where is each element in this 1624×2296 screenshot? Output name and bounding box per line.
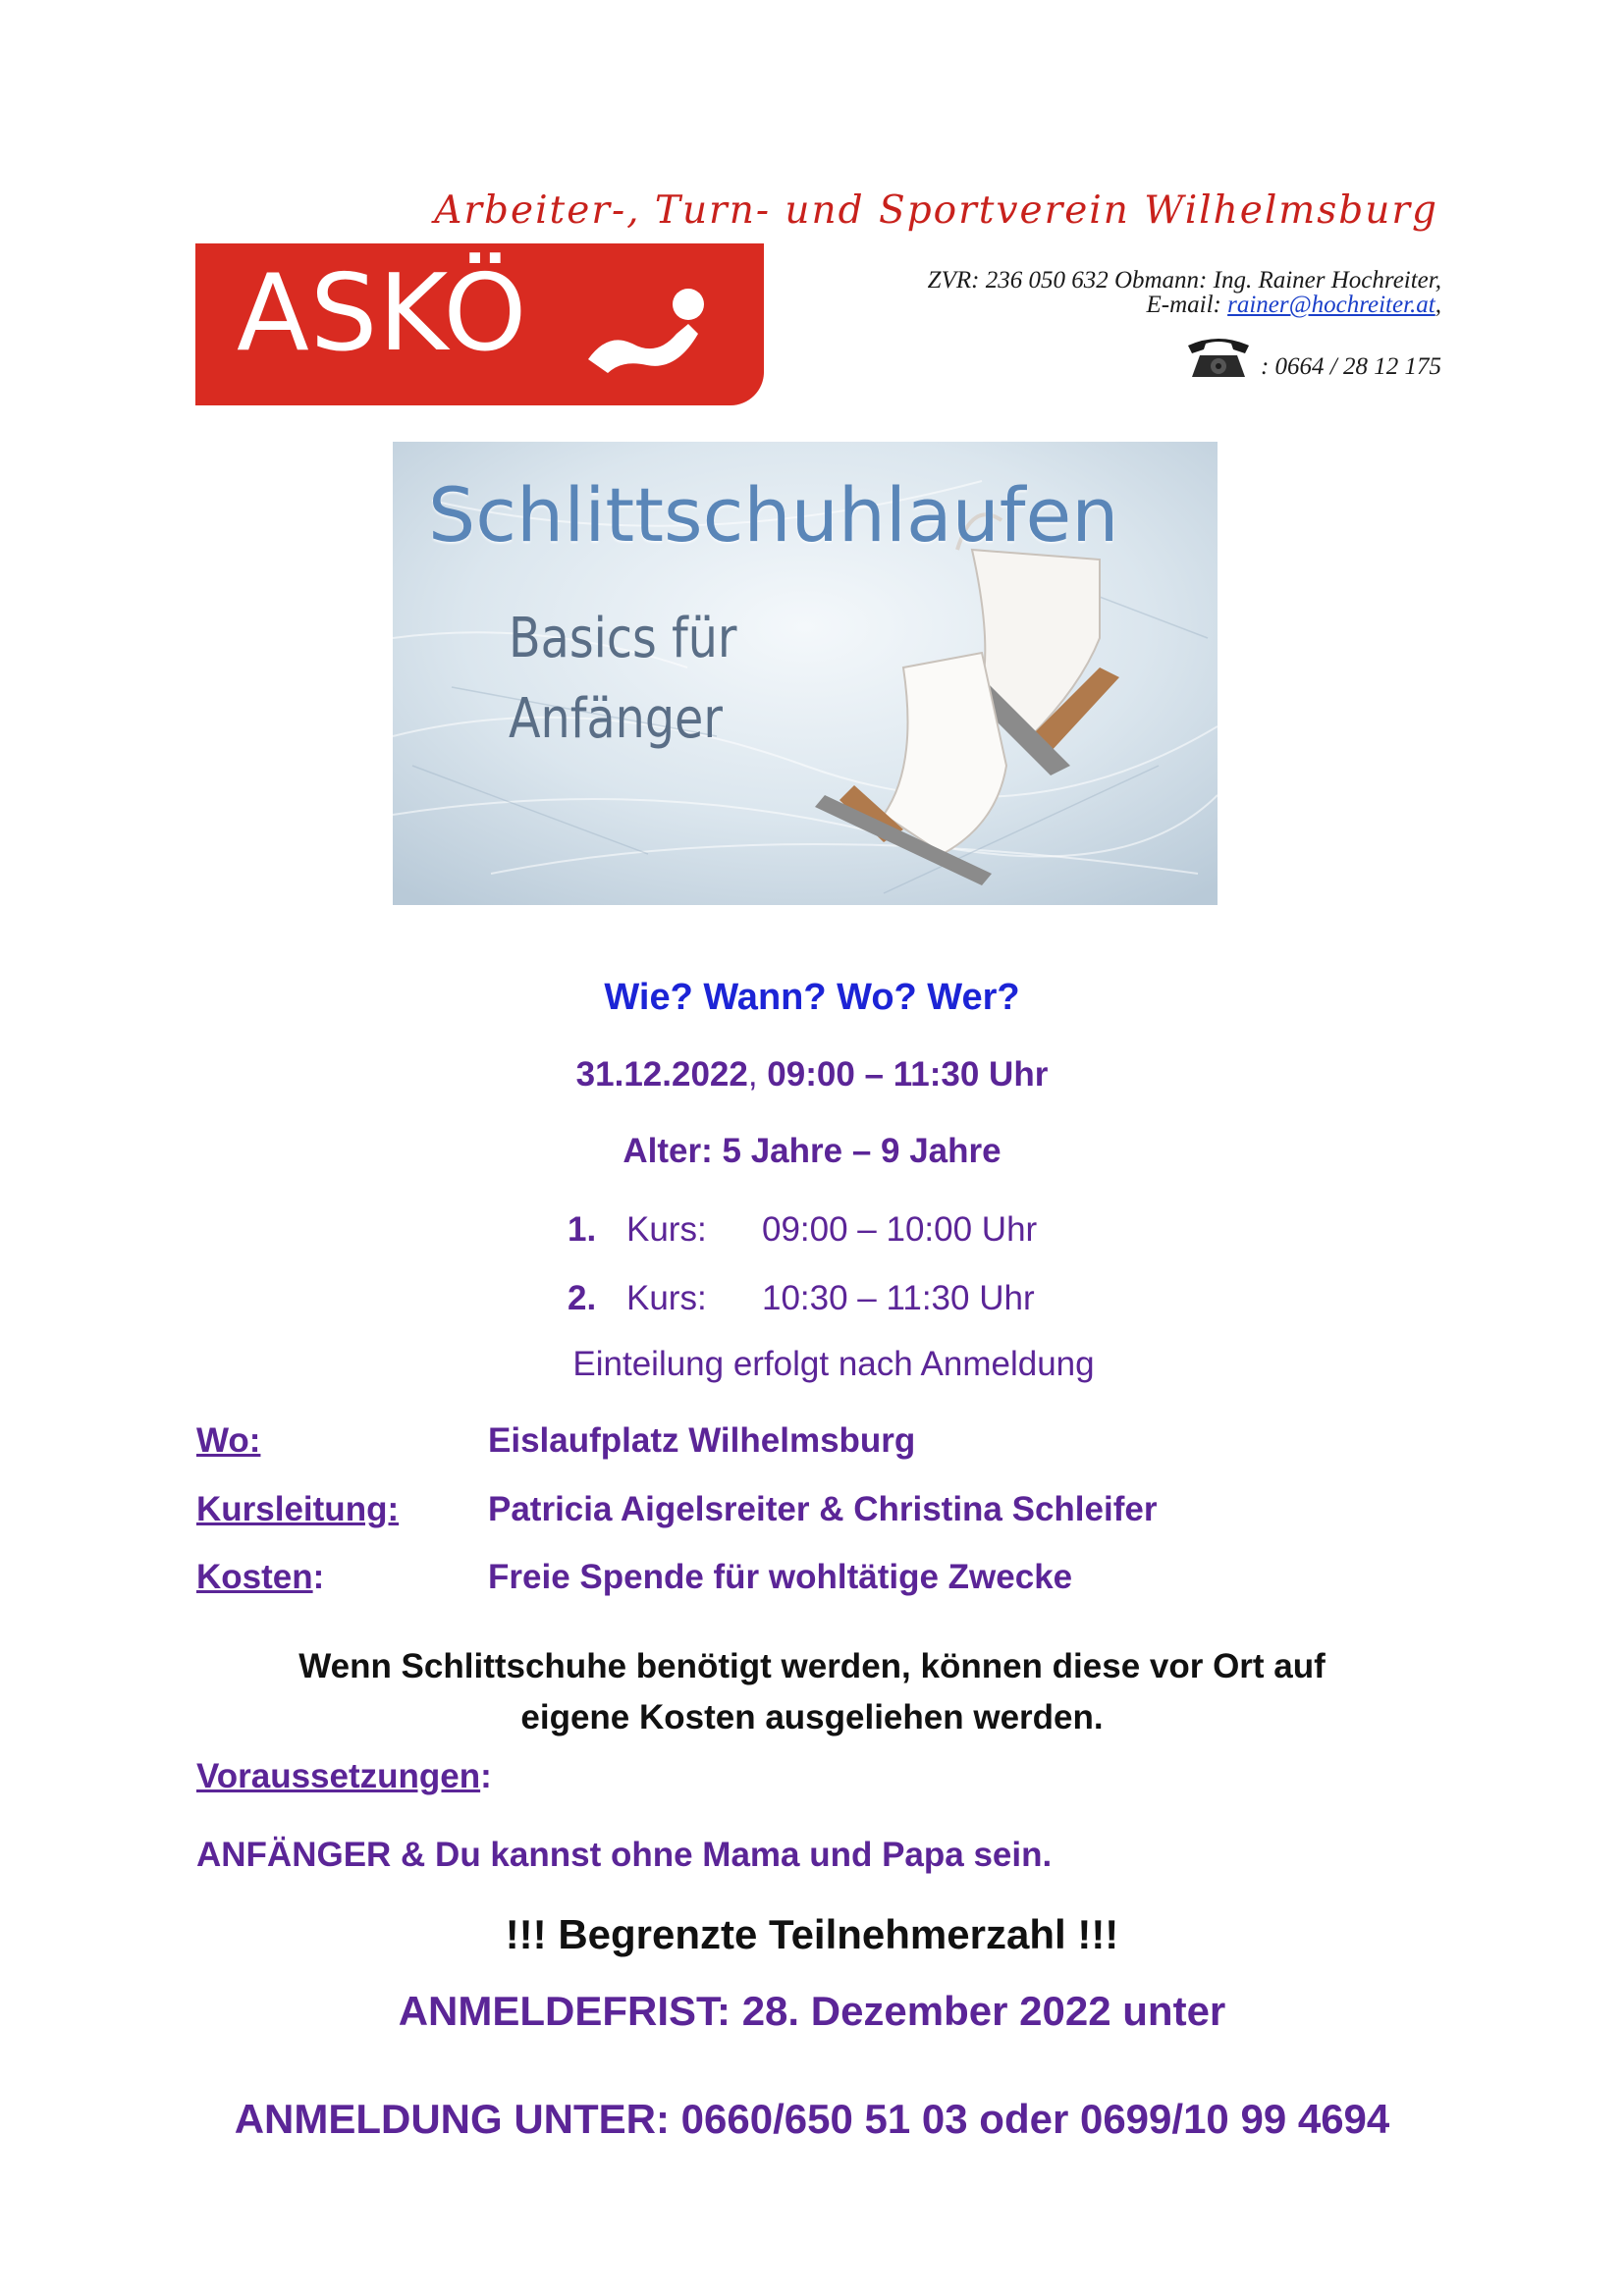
costs-label: Kosten: — [196, 1558, 325, 1596]
prerequisites-label: Voraussetzungen: — [196, 1757, 492, 1795]
event-date: 31.12.2022 — [575, 1055, 748, 1094]
contact-block — [928, 268, 1441, 317]
banner-title: Schlittschuhlaufen — [428, 471, 1119, 559]
banner-image — [393, 442, 1218, 905]
asko-logo — [195, 243, 764, 405]
registration-contact: ANMELDUNG UNTER: 0660/650 51 03 oder 0699/10 99 4694 — [234, 2096, 1390, 2142]
email-prefix: E-mail: — [1146, 292, 1228, 318]
rental-notice-line2: eigene Kosten ausgeliehen werden. — [520, 1698, 1104, 1736]
organization-name: Arbeiter-, Turn- und Sportverein Wilhelmsburg — [434, 188, 1438, 233]
email-suffix: , — [1435, 292, 1441, 318]
event-time: 09:00 – 11:30 Uhr — [767, 1055, 1049, 1094]
logo-text: ASKÖ — [237, 252, 528, 375]
email-link[interactable]: rainer@hochreiter.at — [1227, 292, 1435, 318]
date-separator: , — [747, 1055, 768, 1094]
allocation-note: Einteilung erfolgt nach Anmeldung — [572, 1345, 1095, 1383]
banner-subtitle-line1: Basics für — [509, 607, 737, 670]
location-value: Eislaufplatz Wilhelmsburg — [488, 1421, 916, 1460]
instructors-value: Patricia Aigelsreiter & Christina Schleifer — [488, 1490, 1158, 1528]
instructors-label: Kursleitung: — [196, 1490, 400, 1528]
zvr-line: ZVR: 236 050 632 Obmann: Ing. Rainer Hochreiter, — [927, 267, 1441, 294]
phone-number: : 0664 / 28 12 175 — [1260, 353, 1441, 380]
course-number: 2. — [568, 1279, 597, 1317]
course-label: Kurs: — [626, 1210, 707, 1249]
limited-participants-notice: !!! Begrenzte Teilnehmerzahl !!! — [505, 1911, 1119, 1957]
course-time: 10:30 – 11:30 Uhr — [762, 1279, 1035, 1317]
course-number: 1. — [568, 1210, 597, 1249]
course-label: Kurs: — [626, 1279, 707, 1317]
banner-subtitle-line2: Anfänger — [509, 687, 723, 751]
course-item — [568, 1279, 1035, 1318]
age-range: Alter: 5 Jahre – 9 Jahre — [623, 1132, 1001, 1170]
rental-notice-line1: Wenn Schlittschuhe benötigt werden, können diese vor Ort auf — [298, 1647, 1326, 1685]
date-time-line — [0, 1055, 1624, 1095]
question-heading: Wie? Wann? Wo? Wer? — [604, 977, 1020, 1018]
course-item — [568, 1210, 1037, 1250]
rental-notice — [0, 1641, 1624, 1743]
course-time: 09:00 – 10:00 Uhr — [762, 1210, 1038, 1249]
phone-row — [1182, 332, 1441, 381]
location-label: Wo: — [196, 1421, 261, 1460]
email-line — [928, 293, 1441, 317]
costs-value: Freie Spende für wohltätige Zwecke — [488, 1558, 1073, 1596]
registration-deadline: ANMELDEFRIST: 28. Dezember 2022 unter — [398, 1988, 1226, 2034]
prerequisites-text: ANFÄNGER & Du kannst ohne Mama und Papa sein. — [196, 1836, 1053, 1874]
telephone-icon — [1182, 332, 1255, 381]
runner-logo-icon — [578, 283, 726, 381]
